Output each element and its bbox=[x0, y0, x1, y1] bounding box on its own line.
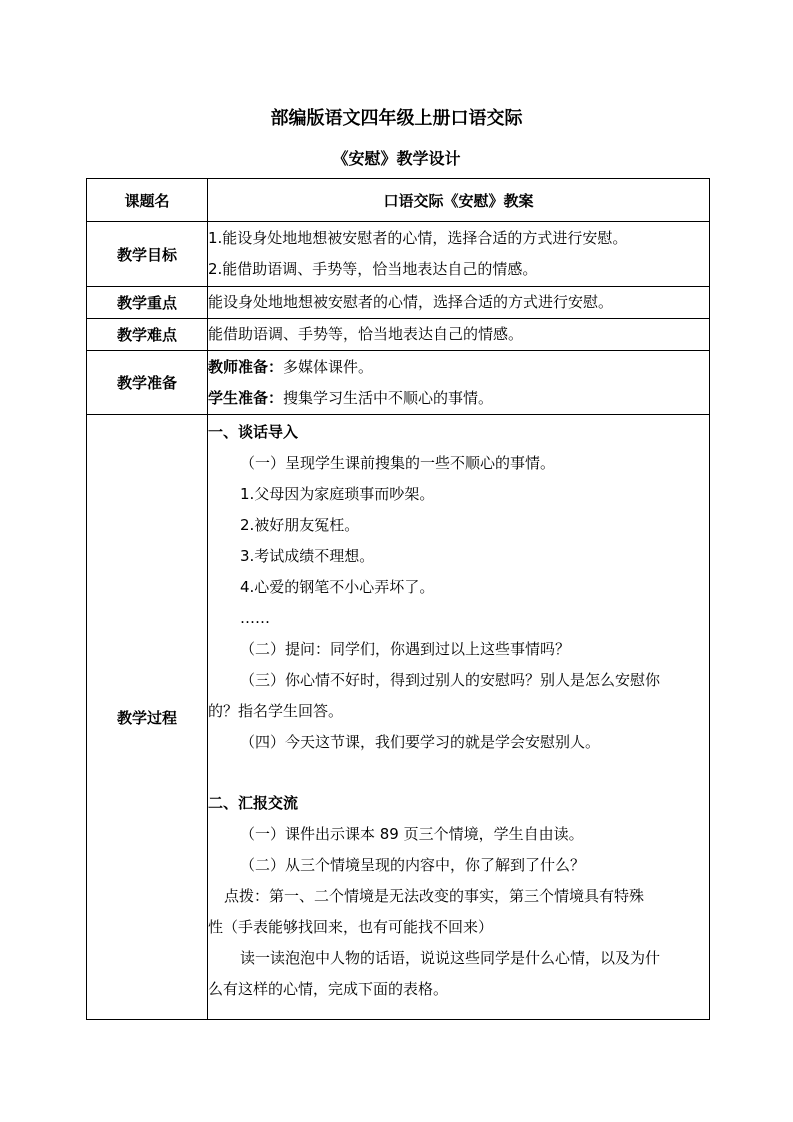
key-point-label: 教学重点 bbox=[87, 287, 208, 319]
difficulty-cell bbox=[208, 319, 710, 351]
key-point-value: 能设身处地地想被安慰者的心情，选择合适的方式进行安慰。 bbox=[208, 293, 614, 311]
topic-value: 口语交际《安慰》教案 bbox=[208, 179, 710, 222]
list-item: 3.考试成绩不理想。 bbox=[240, 547, 375, 565]
difficulty-label: 教学难点 bbox=[87, 319, 208, 351]
list-item: 4.心爱的钢笔不小心弄坏了。 bbox=[240, 578, 435, 596]
table-row-key-point bbox=[87, 287, 710, 319]
ellipsis: …… bbox=[240, 609, 270, 627]
objectives-label: 教学目标 bbox=[87, 222, 208, 287]
instruction-text: 读一读泡泡中人物的话语，说说这些同学是什么心情，以及为什 bbox=[240, 949, 661, 967]
document-subtitle: 《安慰》教学设计 bbox=[332, 149, 461, 168]
lesson-plan-table bbox=[86, 178, 710, 1020]
teacher-preparation-value: 多媒体课件。 bbox=[283, 357, 374, 376]
table-row-process bbox=[87, 415, 710, 1020]
process-cell bbox=[208, 415, 710, 1020]
difficulty-value: 能借助语调、手势等，恰当地表达自己的情感。 bbox=[208, 325, 524, 343]
process-label: 教学过程 bbox=[87, 415, 208, 1020]
document-title: 部编版语文四年级上册口语交际 bbox=[270, 108, 523, 129]
process-step-continuation: 的？指名学生回答。 bbox=[208, 702, 344, 720]
teacher-preparation bbox=[208, 352, 709, 383]
student-preparation bbox=[208, 383, 709, 414]
process-step: （四）今天这节课，我们要学习的就是学会安慰别人。 bbox=[240, 733, 601, 751]
process-step: （二）从三个情境呈现的内容中，你了解到了什么？ bbox=[240, 856, 586, 874]
tip-text: 点拨：第一、二个情境是无法改变的事实，第三个情境具有特殊 bbox=[224, 887, 645, 905]
table-row-topic bbox=[87, 179, 710, 222]
objective-item: 2.能借助语调、手势等，恰当地表达自己的情感。 bbox=[208, 260, 538, 278]
process-step: （一）呈现学生课前搜集的一些不顺心的事情。 bbox=[240, 454, 556, 472]
list-item: 2.被好朋友冤枉。 bbox=[240, 516, 360, 534]
instruction-continuation: 么有这样的心情，完成下面的表格。 bbox=[208, 980, 449, 998]
process-step: （三）你心情不好时，得到过别人的安慰吗？别人是怎么安慰你 bbox=[240, 671, 661, 689]
preparation-label: 教学准备 bbox=[87, 351, 208, 415]
process-step: （一）课件出示课本 89 页三个情境，学生自由读。 bbox=[240, 825, 584, 843]
tip-continuation: 性（手表能够找回来，也有可能找不回来） bbox=[208, 918, 494, 936]
table-row-preparation bbox=[87, 351, 710, 415]
objectives-cell bbox=[208, 222, 710, 287]
process-step: （二）提问：同学们，你遇到过以上这些事情吗？ bbox=[240, 640, 571, 658]
section-title: 一、谈话导入 bbox=[208, 423, 299, 441]
table-row-objectives bbox=[87, 222, 710, 287]
teacher-preparation-label: 教师准备： bbox=[208, 357, 284, 376]
section-title: 二、汇报交流 bbox=[208, 794, 299, 812]
topic-label: 课题名 bbox=[87, 179, 208, 222]
spacer bbox=[208, 758, 709, 788]
objective-item: 1.能设身处地地想被安慰者的心情，选择合适的方式进行安慰。 bbox=[208, 229, 628, 247]
key-point-cell bbox=[208, 287, 710, 319]
student-preparation-label: 学生准备： bbox=[208, 388, 284, 407]
student-preparation-value: 搜集学习生活中不顺心的事情。 bbox=[283, 388, 494, 407]
table-row-difficulty bbox=[87, 319, 710, 351]
preparation-cell bbox=[208, 351, 710, 415]
list-item: 1.父母因为家庭琐事而吵架。 bbox=[240, 485, 435, 503]
